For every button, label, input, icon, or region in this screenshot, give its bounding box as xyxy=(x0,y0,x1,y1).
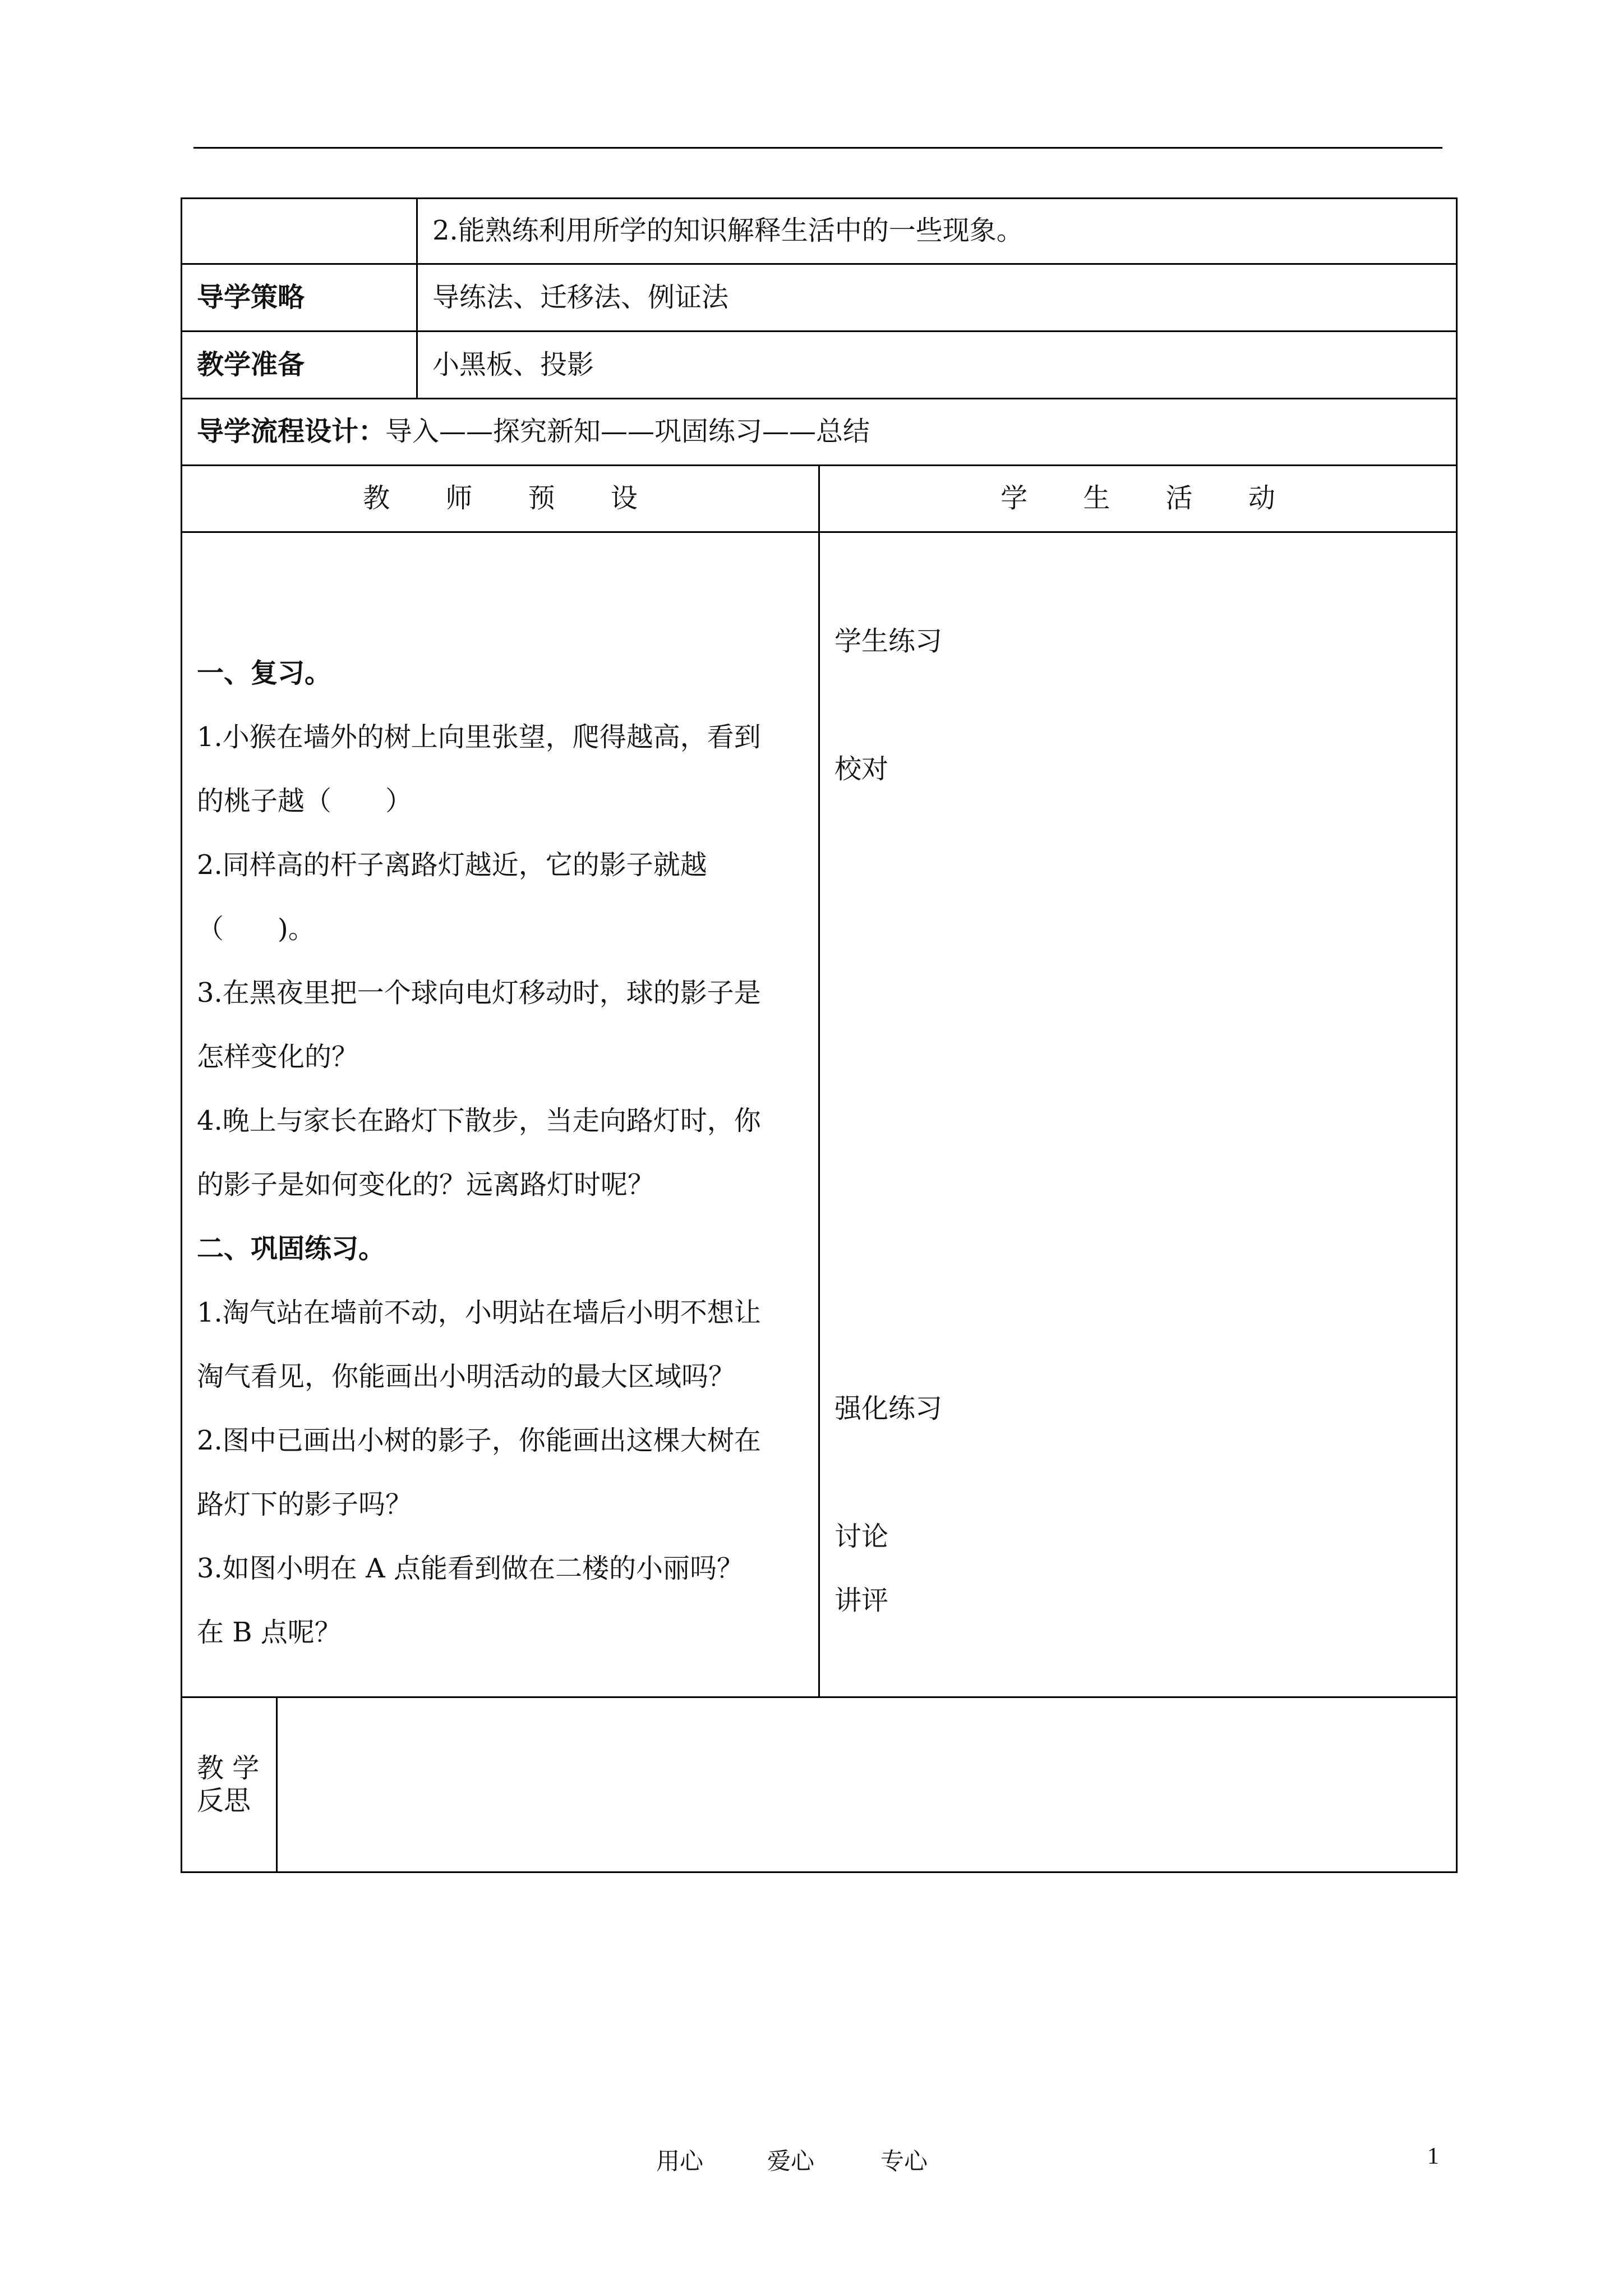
student-header-char: 活 xyxy=(1165,482,1193,514)
spacer-line xyxy=(834,673,1441,737)
review-q3-line1: 3.在黑夜里把一个球向电灯移动时，球的影子是 xyxy=(197,977,761,1009)
strategy-label: 导学策略 xyxy=(182,264,417,332)
spacer-line xyxy=(834,1057,1441,1121)
strategy-value: 导练法、迁移法、例证法 xyxy=(417,264,1457,332)
teacher-header-char: 预 xyxy=(528,482,555,514)
teacher-content xyxy=(182,532,819,1697)
teacher-header-char: 设 xyxy=(610,482,638,514)
lesson-plan-table xyxy=(181,197,1458,1873)
review-q1-line2: 的桃子越（ ） xyxy=(197,785,413,817)
section-review-heading: 一、复习。 xyxy=(197,657,332,689)
practice-p2-line1: 2.图中已画出小树的影子，你能画出这棵大树在 xyxy=(197,1425,761,1456)
objective-label-cell xyxy=(182,199,417,264)
reflection-label-cell xyxy=(182,1697,277,1872)
preparation-value: 小黑板、投影 xyxy=(417,332,1457,399)
spacer-line xyxy=(834,1121,1441,1185)
practice-p3-line1: 3.如图小明在 A 点能看到做在二楼的小丽吗？ xyxy=(197,1553,744,1584)
flow-row xyxy=(182,399,1457,466)
student-header-char: 生 xyxy=(1083,482,1110,514)
student-header-char: 动 xyxy=(1248,482,1275,514)
student-column-header xyxy=(819,466,1457,532)
reflection-label-line1: 教 学 xyxy=(197,1752,260,1784)
review-q2-line1: 2.同样高的杆子离路灯越近，它的影子就越 xyxy=(197,849,707,881)
practice-p3-line2: 在 B 点呢？ xyxy=(197,1617,342,1648)
practice-p1-line1: 1.淘气站在墙前不动，小明站在墙后小明不想让 xyxy=(197,1297,761,1328)
review-q1-line1: 1.小猴在墙外的树上向里张望，爬得越高，看到 xyxy=(197,721,761,753)
objective-item-2: 2.能熟练利用所学的知识解释生活中的一些现象。 xyxy=(417,199,1457,264)
review-q3-line2: 怎样变化的？ xyxy=(197,1041,359,1073)
spacer-line xyxy=(834,1185,1441,1249)
footer-word-1: 用心 xyxy=(656,2147,704,2175)
spacer-line xyxy=(834,865,1441,929)
student-activity-practice: 学生练习 xyxy=(834,625,943,657)
reflection-label-line2: 反思 xyxy=(197,1784,251,1816)
preparation-row xyxy=(182,332,1457,399)
student-activity-comment: 讲评 xyxy=(834,1585,889,1616)
review-q4-line2: 的影子是如何变化的？远离路灯时呢？ xyxy=(197,1169,655,1200)
section-practice-heading: 二、巩固练习。 xyxy=(197,1233,386,1264)
practice-p2-line2: 路灯下的影子吗？ xyxy=(197,1489,413,1520)
flow-value: 导入——探究新知——巩固练习——总结 xyxy=(385,416,870,448)
footer-word-3: 专心 xyxy=(880,2147,928,2175)
teacher-column-header xyxy=(182,466,819,532)
practice-p1-line2: 淘气看见，你能画出小明活动的最大区域吗？ xyxy=(197,1361,736,1392)
content-row xyxy=(182,532,1457,1697)
spacer-line xyxy=(834,1441,1441,1504)
teacher-header-char: 教 xyxy=(363,482,390,514)
preparation-label: 教学准备 xyxy=(182,332,417,399)
student-content xyxy=(819,532,1457,1697)
review-q4-line1: 4.晚上与家长在路灯下散步，当走向路灯时，你 xyxy=(197,1105,761,1137)
page-number: 1 xyxy=(1427,2143,1439,2169)
spacer-line xyxy=(834,801,1441,865)
footer-word-2: 爱心 xyxy=(767,2147,815,2175)
student-activity-discuss: 讨论 xyxy=(834,1521,889,1552)
review-q2-line2: （ )。 xyxy=(197,913,315,945)
spacer-line xyxy=(834,929,1441,993)
spacer-line xyxy=(834,993,1441,1057)
spacer-line xyxy=(197,577,804,641)
spacer-line xyxy=(834,1313,1441,1377)
student-activity-reinforce: 强化练习 xyxy=(834,1393,943,1424)
reflection-row xyxy=(182,1697,1457,1872)
flow-cell xyxy=(182,399,1457,466)
column-header-row xyxy=(182,466,1457,532)
objective-row xyxy=(182,199,1457,264)
flow-label: 导学流程设计： xyxy=(197,416,386,448)
teacher-header-char: 师 xyxy=(445,482,473,514)
student-header-char: 学 xyxy=(1000,482,1028,514)
spacer-line xyxy=(834,1249,1441,1313)
student-activity-check: 校对 xyxy=(834,753,889,785)
reflection-content-cell xyxy=(277,1697,1457,1872)
strategy-row xyxy=(182,264,1457,332)
header-rule xyxy=(193,147,1442,149)
